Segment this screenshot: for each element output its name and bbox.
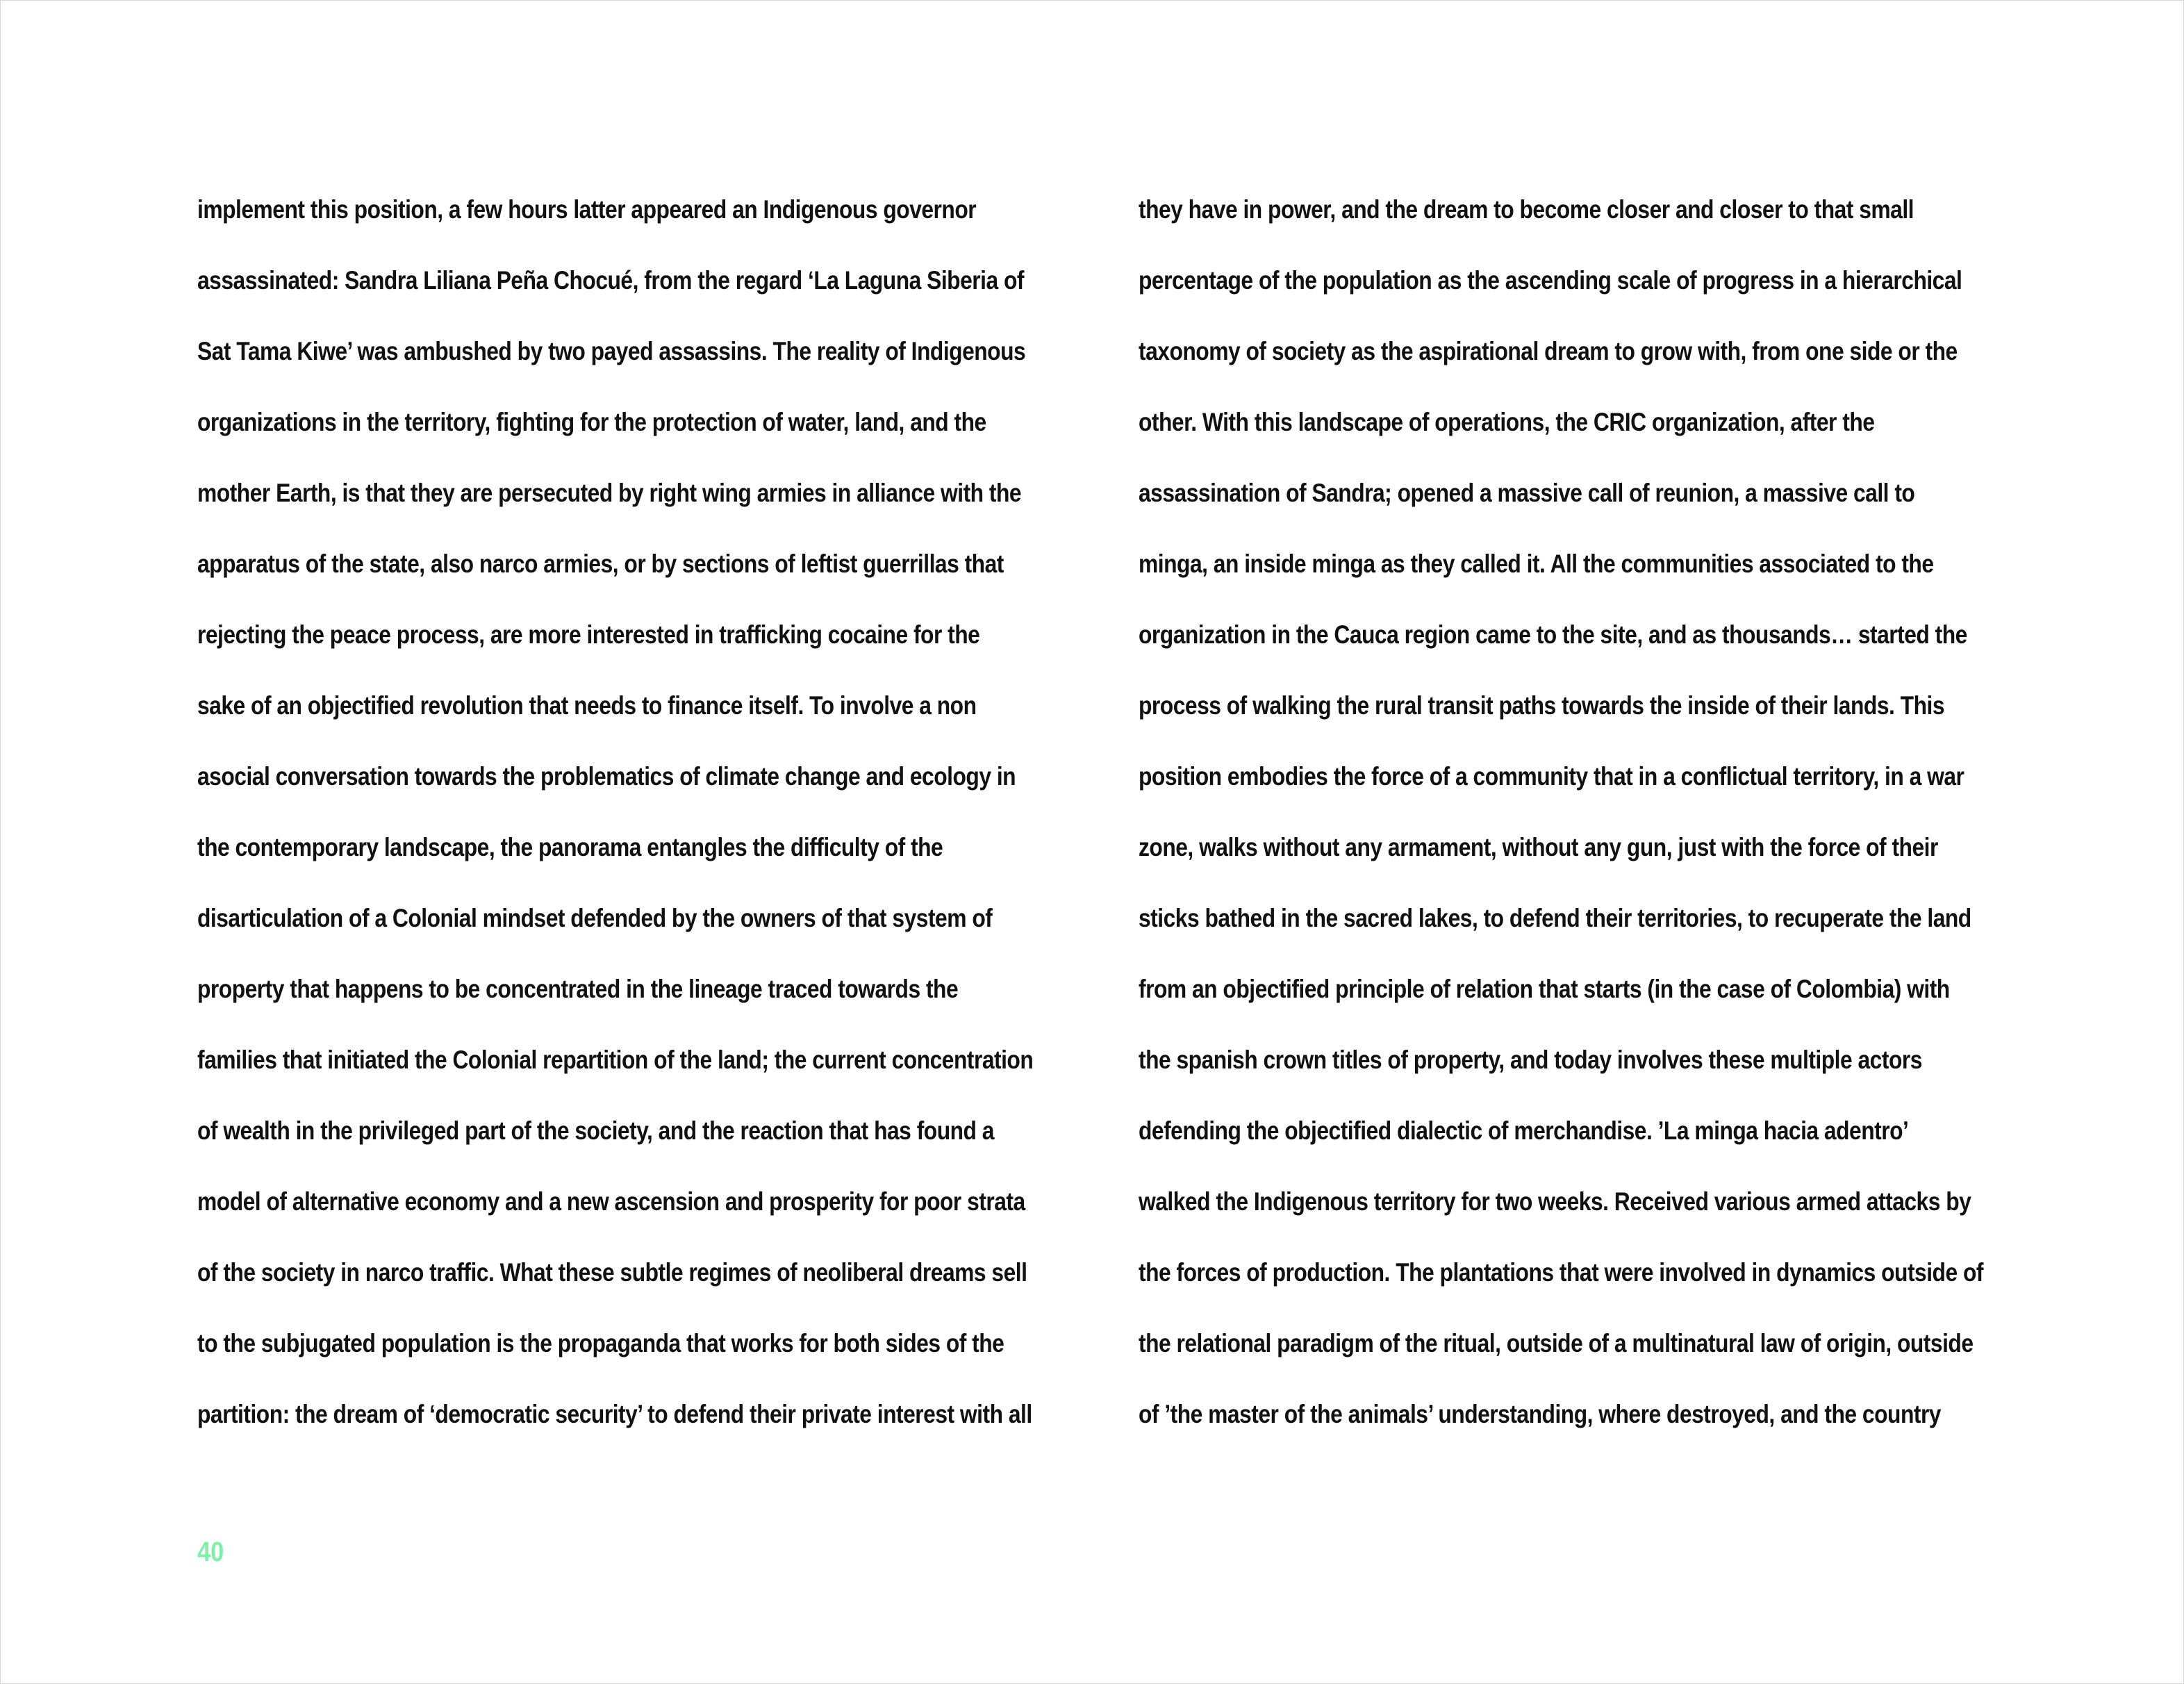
text-line: position embodies the force of a community that in a conflictual territory, in a war	[1139, 762, 1964, 791]
text-line: apparatus of the state, also narco armies, or by sections of leftist guerrillas that	[197, 550, 1004, 578]
text-line: implement this position, a few hours latter appeared an Indigenous governor	[197, 195, 977, 224]
text-line: taxonomy of society as the aspirational dream to grow with, from one side or the	[1139, 337, 1958, 365]
text-line: disarticulation of a Colonial mindset defended by the owners of that system of	[197, 904, 993, 932]
text-line: other. With this landscape of operations, the CRIC organization, after the	[1139, 408, 1875, 436]
text-line: the forces of production. The plantations that were involved in dynamics outside of	[1139, 1258, 1983, 1287]
text-line: zone, walks without any armament, without any gun, just with the force of their	[1139, 833, 1938, 861]
text-line: of ’the master of the animals’ understanding, where destroyed, and the country	[1139, 1400, 1941, 1428]
text-line: organizations in the territory, fighting for the protection of water, land, and the	[197, 408, 986, 436]
text-line: defending the objectified dialectic of merchandise. ’La minga hacia adentro’	[1139, 1116, 1909, 1145]
text-column-right	[1139, 174, 2007, 1450]
text-line: percentage of the population as the ascending scale of progress in a hierarchical	[1139, 266, 1962, 295]
text-line: Sat Tama Kiwe’ was ambushed by two payed assassins. The reality of Indigenous	[197, 337, 1026, 365]
text-line: of wealth in the privileged part of the society, and the reaction that has found a	[197, 1116, 994, 1145]
text-line: organization in the Cauca region came to the site, and as thousands… started the	[1139, 620, 1967, 649]
text-line: assassinated: Sandra Liliana Peña Chocué, from the regard ‘La Laguna Siberia of	[197, 266, 1024, 295]
text-line: the relational paradigm of the ritual, outside of a multinatural law of origin, outside	[1139, 1329, 1974, 1357]
text-line: of the society in narco traffic. What these subtle regimes of neoliberal dreams sell	[197, 1258, 1027, 1287]
text-line: minga, an inside minga as they called it. All the communities associated to the	[1139, 550, 1934, 578]
text-line: the spanish crown titles of property, and today involves these multiple actors	[1139, 1046, 1922, 1074]
text-line: process of walking the rural transit paths towards the inside of their lands. This	[1139, 691, 1945, 720]
text-line: rejecting the peace process, are more interested in trafficking cocaine for the	[197, 620, 980, 649]
page-number: 40	[197, 1537, 224, 1567]
text-line: asocial conversation towards the problematics of climate change and ecology in	[197, 762, 1016, 791]
text-line: assassination of Sandra; opened a massive call of reunion, a massive call to	[1139, 479, 1915, 507]
text-line: the contemporary landscape, the panorama entangles the difficulty of the	[197, 833, 943, 861]
text-line: partition: the dream of ‘democratic security’ to defend their private interest with all	[197, 1400, 1032, 1428]
text-column-left	[197, 174, 1066, 1450]
text-line: mother Earth, is that they are persecuted by right wing armies in alliance with the	[197, 479, 1022, 507]
text-line: sticks bathed in the sacred lakes, to defend their territories, to recuperate the land	[1139, 904, 1971, 932]
text-line: from an objectified principle of relation that starts (in the case of Colombia) with	[1139, 975, 1950, 1003]
text-line: families that initiated the Colonial repartition of the land; the current concentration	[197, 1046, 1034, 1074]
text-line: sake of an objectified revolution that needs to finance itself. To involve a non	[197, 691, 977, 720]
text-line: walked the Indigenous territory for two weeks. Received various armed attacks by	[1139, 1187, 1971, 1216]
text-line: property that happens to be concentrated in the lineage traced towards the	[197, 975, 959, 1003]
text-line: model of alternative economy and a new ascension and prosperity for poor strata	[197, 1187, 1025, 1216]
text-line: to the subjugated population is the propaganda that works for both sides of the	[197, 1329, 1004, 1357]
text-line: they have in power, and the dream to become closer and closer to that small	[1139, 195, 1914, 224]
